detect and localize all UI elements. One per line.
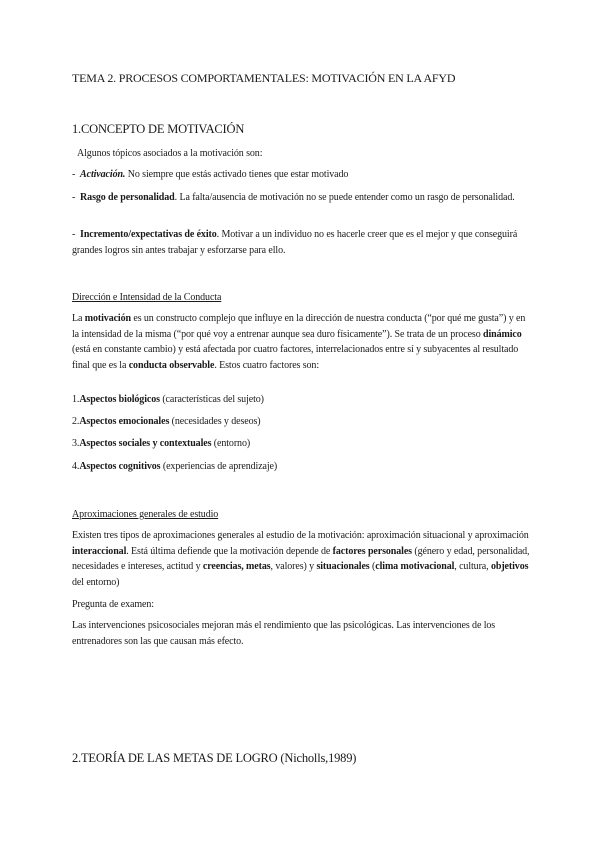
item-number: 4. <box>72 461 80 472</box>
bold-term: interaccional <box>72 545 127 557</box>
bullet-text: . Motivar a un individuo no es hacerle creer que es el mejor y que conseguirá grandes logros sin antes trabajar y esforzarse para ello. <box>72 229 518 256</box>
bold-term: objetivos <box>490 561 529 572</box>
bullet-activacion <box>72 167 532 183</box>
paragraph-direccion <box>72 311 532 373</box>
section-2-heading: 2.TEORÍA DE LAS METAS DE LOGRO (Nicholls,1989) <box>72 751 357 765</box>
subheading-aproximaciones: Aproximaciones generales de estudio <box>72 509 219 520</box>
factor-item-2 <box>72 414 532 430</box>
bold-term: factores personales <box>332 545 412 557</box>
item-number: 3. <box>72 438 80 449</box>
bullet-term: Activación. <box>80 169 126 180</box>
item-term: Aspectos biológicos <box>79 394 160 405</box>
bold-term: dinámico <box>483 328 522 340</box>
bold-term: situacionales <box>316 561 370 572</box>
paragraph-aproximaciones <box>72 528 532 590</box>
item-text: (entorno) <box>211 438 251 449</box>
text-run: ( <box>369 561 376 572</box>
item-text: (necesidades y deseos) <box>169 416 261 427</box>
bullet-dash: - <box>72 169 76 180</box>
bullet-incremento <box>72 227 532 258</box>
item-term: Aspectos sociales y contextuales <box>79 438 212 449</box>
factor-item-3 <box>72 436 532 452</box>
text-run: (está en constante cambio) y está afectada por cuatro factores, interrelacionados entre sí y subyacentes al resultado final que es la <box>72 344 519 371</box>
bullet-rasgo <box>72 190 532 206</box>
exam-question-label: Pregunta de examen: <box>72 599 154 610</box>
bullet-term: Incremento/expectativas de éxito <box>80 229 217 240</box>
text-run: es un constructo complejo que influye en la dirección de nuestra conducta (“por qué me gusta”) y en la intensidad de la misma (“por qué voy a entrenar aunque sea duro físicamente”). Se trata de un proceso <box>72 313 526 340</box>
item-term: Aspectos emocionales <box>79 416 170 427</box>
bold-term: conducta observable <box>128 359 215 371</box>
text-run: . Está última defiende que la motivación depende de <box>126 545 333 557</box>
factor-item-1 <box>72 392 532 408</box>
document-title: TEMA 2. PROCESOS COMPORTAMENTALES: MOTIVACIÓN EN LA AFYD <box>72 71 456 85</box>
bold-term: clima motivacional <box>375 561 455 572</box>
subheading-direccion: Dirección e Intensidad de la Conducta <box>72 292 222 303</box>
section-1-heading: 1.CONCEPTO DE MOTIVACIÓN <box>72 122 245 136</box>
bullet-text: No siempre que estás activado tienes que estar motivado <box>125 169 349 180</box>
bullet-text: . La falta/ausencia de motivación no se puede entender como un rasgo de personalidad. <box>174 192 515 203</box>
item-number: 2. <box>72 416 80 427</box>
text-run: , cultura, <box>454 561 491 572</box>
item-term: Aspectos cognitivos <box>79 461 161 472</box>
text-run: La <box>72 313 85 324</box>
bullet-dash: - <box>72 229 76 240</box>
item-text: (experiencias de aprendizaje) <box>160 461 278 472</box>
bold-term: creencias, metas <box>202 561 271 572</box>
text-run: . Estos cuatro factores son: <box>214 359 319 371</box>
exam-question-text: Las intervenciones psicosociales mejoran más el rendimiento que las psicológicas. Las intervenciones de los entrenadores son las que causan más efecto. <box>72 620 496 647</box>
text-run: Existen tres tipos de aproximaciones generales al estudio de la motivación: aproximación situacional y aproximación <box>72 530 529 541</box>
factor-item-4 <box>72 459 532 475</box>
text-run: del entorno) <box>72 576 120 588</box>
bold-term: motivación <box>84 313 131 324</box>
text-run: , valores) y <box>270 561 317 572</box>
item-number: 1. <box>72 394 80 405</box>
text-run: (género y edad, personalidad, necesidades e intereses, actitud y <box>72 545 530 572</box>
bullet-dash: - <box>72 192 76 203</box>
item-text: (características del sujeto) <box>159 394 264 405</box>
intro-paragraph: Algunos tópicos asociados a la motivación son: <box>77 148 263 159</box>
bullet-term: Rasgo de personalidad <box>80 192 175 203</box>
